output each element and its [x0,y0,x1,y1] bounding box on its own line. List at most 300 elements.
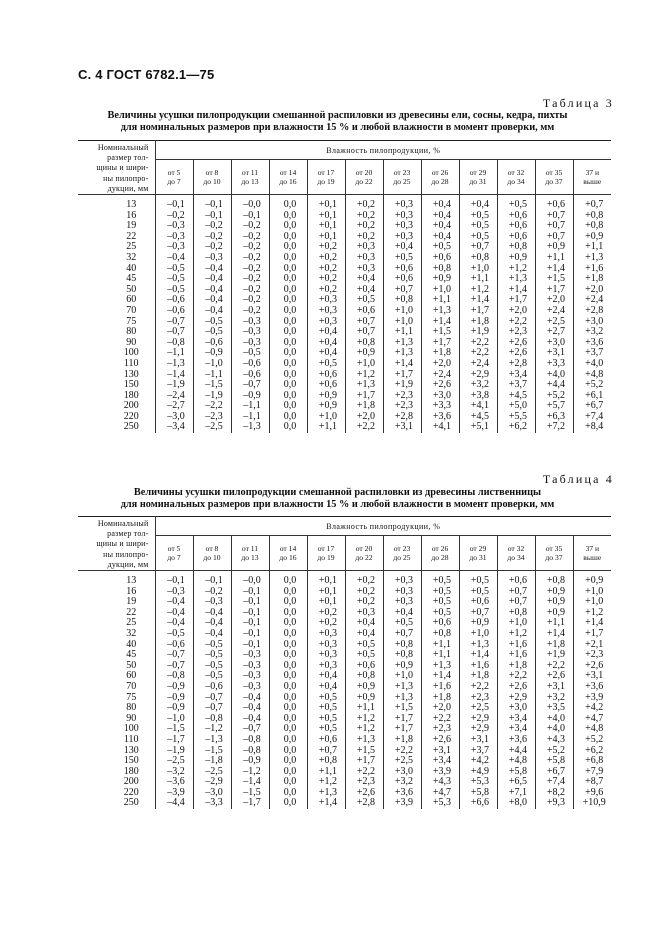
value-cell: +0,7 [345,327,383,338]
value-cell: +0,9 [383,661,421,672]
value-cell: +3,4 [497,370,535,381]
value-cell: –0,7 [155,650,193,661]
table-row [78,661,611,672]
value-cell: –0,6 [193,682,231,693]
table-row [78,317,611,328]
table-row [78,756,611,767]
value-cell: +4,3 [535,735,573,746]
value-cell: 0,0 [269,401,307,412]
value-cell: –0,2 [231,221,269,232]
value-cell: +0,5 [497,195,535,211]
table4-column-header: от 17 до 19 [307,536,345,571]
value-cell: +8,4 [585,421,604,433]
table3-caption-line1: Величины усушки пилопродукции смешанной распиловки из древесины ели, сосны, кедра, пихты [107,110,568,121]
value-cell: +0,4 [307,327,345,338]
value-cell: –2,5 [155,756,193,767]
value-cell: +2,3 [345,777,383,788]
value-cell: +0,1 [307,211,345,222]
size-cell: 130 [78,746,155,757]
value-cell: +0,8 [307,756,345,767]
value-cell: +0,2 [307,242,345,253]
size-cell: 40 [78,264,155,275]
value-cell: +0,5 [421,608,459,619]
value-cell: +3,2 [383,777,421,788]
value-cell: –0,8 [231,735,269,746]
value-cell: +7,1 [497,788,535,799]
value-cell: +3,8 [459,391,497,402]
value-cell: +5,2 [535,746,573,757]
value-cell: +0,2 [345,571,383,587]
value-cell: +0,4 [421,232,459,243]
value-cell: –0,4 [193,264,231,275]
value-cell: +2,2 [345,767,383,778]
value-cell: –1,1 [231,412,269,423]
size-cell: 19 [78,597,155,608]
value-cell: –0,2 [231,274,269,285]
value-cell: –0,9 [155,703,193,714]
value-cell: +7,4 [535,777,573,788]
value-cell: +1,8 [459,671,497,682]
value-cell: +4,1 [459,401,497,412]
value-cell: +1,2 [459,285,497,296]
table4-column-header: от 32 до 34 [497,536,535,571]
value-cell: –0,3 [155,221,193,232]
value-cell: –0,1 [231,211,269,222]
value-cell: +1,0 [585,596,604,608]
value-cell: +0,6 [421,618,459,629]
value-cell: +0,4 [307,338,345,349]
value-cell: +0,9 [307,401,345,412]
value-cell: 0,0 [269,422,307,433]
value-cell: +0,8 [497,242,535,253]
value-cell: +0,8 [585,209,604,221]
value-cell: +0,4 [421,211,459,222]
value-cell: +1,1 [383,327,421,338]
value-cell: +1,0 [459,629,497,640]
value-cell: +0,8 [421,629,459,640]
value-cell: +5,7 [535,401,573,412]
table3-label: Таблица 3 [542,96,614,110]
value-cell: –0,6 [231,359,269,370]
value-cell: +0,7 [497,597,535,608]
value-cell: +0,8 [535,571,573,587]
value-cell: +1,6 [421,682,459,693]
value-cell: +1,2 [497,264,535,275]
value-cell: –1,2 [193,724,231,735]
value-cell: +0,6 [459,597,497,608]
value-cell: +1,1 [535,618,573,629]
value-cell: –1,5 [193,746,231,757]
value-cell: 0,0 [269,232,307,243]
value-cell: +0,9 [585,230,604,242]
table3-column-header: от 8 до 10 [193,160,231,195]
value-cell: –1,9 [155,746,193,757]
table3-column-header: от 11 до 13 [231,160,269,195]
value-cell: +4,2 [459,756,497,767]
value-cell: –0,9 [231,391,269,402]
size-cell: 80 [78,703,155,714]
value-cell: +3,7 [497,380,535,391]
value-cell: +2,0 [421,359,459,370]
value-cell: –0,0 [231,571,269,587]
value-cell: +1,0 [459,264,497,275]
value-cell: +1,5 [345,746,383,757]
value-cell: +3,1 [585,670,604,682]
value-cell: +0,5 [421,242,459,253]
value-cell: +6,2 [497,422,535,433]
value-cell: +7,9 [585,765,604,777]
value-cell: +1,8 [497,661,535,672]
value-cell: +5,8 [459,788,497,799]
size-cell: 22 [78,608,155,619]
value-cell: +0,8 [383,295,421,306]
value-cell: 0,0 [269,629,307,640]
value-cell: +1,1 [459,274,497,285]
value-cell: 0,0 [269,714,307,725]
value-cell: +0,3 [345,242,383,253]
value-cell: +0,2 [307,608,345,619]
value-cell: +2,3 [459,693,497,704]
value-cell: +1,7 [345,756,383,767]
value-cell: +4,0 [585,357,604,369]
value-cell: +0,2 [345,587,383,598]
value-cell: +6,5 [497,777,535,788]
value-cell: +1,3 [383,693,421,704]
value-cell: –0,7 [231,380,269,391]
value-cell: –1,0 [193,359,231,370]
value-cell: +0,5 [459,232,497,243]
value-cell: +6,1 [585,389,604,401]
value-cell: +2,2 [421,714,459,725]
value-cell: +4,4 [535,380,573,391]
value-cell: +0,5 [459,221,497,232]
table-row [78,338,611,349]
value-cell: 0,0 [269,221,307,232]
value-cell: –2,4 [155,391,193,402]
value-cell: –2,3 [193,412,231,423]
value-cell: +0,3 [307,629,345,640]
value-cell: 0,0 [269,391,307,402]
size-cell: 150 [78,380,155,391]
table-row [78,264,611,275]
value-cell: –1,7 [155,735,193,746]
value-cell: +1,2 [345,724,383,735]
value-cell: 0,0 [269,640,307,651]
table4-group-header: Влажность пилопродукции, % [155,517,611,536]
value-cell: +4,0 [535,370,573,381]
running-title: С. 4 ГОСТ 6782.1—75 [78,67,215,82]
table4-column-header: от 14 до 16 [269,536,307,571]
value-cell: +0,3 [307,640,345,651]
value-cell: +0,9 [307,391,345,402]
value-cell: +0,7 [535,221,573,232]
value-cell: –0,5 [155,629,193,640]
value-cell: +1,4 [459,295,497,306]
value-cell: 0,0 [269,412,307,423]
table-row [78,401,611,412]
value-cell: +0,3 [383,571,421,587]
size-cell: 32 [78,629,155,640]
size-cell: 100 [78,348,155,359]
table-row [78,746,611,757]
size-cell: 50 [78,661,155,672]
value-cell: +8,0 [497,798,535,809]
value-cell: +3,2 [459,380,497,391]
table-row [78,671,611,682]
value-cell: +0,5 [307,724,345,735]
value-cell: +5,3 [459,777,497,788]
size-cell: 45 [78,274,155,285]
value-cell: 0,0 [269,327,307,338]
value-cell: –1,4 [231,777,269,788]
value-cell: +3,6 [421,412,459,423]
value-cell: +1,1 [307,767,345,778]
value-cell: –0,4 [231,714,269,725]
value-cell: +2,5 [535,317,573,328]
value-cell: +0,5 [307,693,345,704]
value-cell: –0,4 [193,629,231,640]
value-cell: +0,8 [421,264,459,275]
size-cell: 200 [78,401,155,412]
size-cell: 150 [78,756,155,767]
value-cell: 0,0 [269,767,307,778]
value-cell: +3,0 [421,391,459,402]
value-cell: +0,9 [345,693,383,704]
value-cell: 0,0 [269,724,307,735]
table-row [78,788,611,799]
value-cell: +1,8 [535,640,573,651]
value-cell: –0,1 [231,597,269,608]
value-cell: 0,0 [269,788,307,799]
value-cell: –0,9 [155,693,193,704]
value-cell: +1,5 [383,703,421,714]
table4-body [78,571,611,810]
value-cell: +0,2 [345,232,383,243]
value-cell: +2,3 [585,649,604,661]
value-cell: +0,2 [307,285,345,296]
value-cell: +1,0 [585,585,604,597]
value-cell: +5,3 [421,798,459,809]
size-cell: 75 [78,693,155,704]
value-cell: –0,9 [231,756,269,767]
value-cell: +5,2 [585,733,604,745]
value-cell: +1,1 [421,295,459,306]
value-cell: –1,9 [193,391,231,402]
value-cell: +1,9 [535,650,573,661]
table4-column-header: от 8 до 10 [193,536,231,571]
value-cell: +2,2 [459,348,497,359]
value-cell: +2,6 [497,682,535,693]
value-cell: 0,0 [269,798,307,809]
value-cell: +8,2 [535,788,573,799]
value-cell: +1,2 [307,777,345,788]
value-cell: 0,0 [269,285,307,296]
value-cell: +1,2 [585,606,604,618]
value-cell: +5,2 [535,391,573,402]
value-cell: –2,5 [193,767,231,778]
value-cell: +9,3 [535,798,573,809]
value-cell: +3,4 [497,724,535,735]
value-cell: +0,6 [307,735,345,746]
value-cell: –0,9 [155,682,193,693]
value-cell: –0,1 [193,211,231,222]
value-cell: –0,1 [231,618,269,629]
value-cell: 0,0 [269,746,307,757]
value-cell: 0,0 [269,348,307,359]
table-row [78,274,611,285]
value-cell: –0,4 [231,703,269,714]
table-row [78,195,611,211]
value-cell: +3,0 [535,338,573,349]
value-cell: +2,2 [497,317,535,328]
value-cell: +0,3 [307,306,345,317]
table3-row-header: Номинальный размер тол- щины и шири- ны пилопро- дукции, мм [78,141,155,195]
value-cell: 0,0 [269,650,307,661]
value-cell: –0,6 [155,640,193,651]
value-cell: –0,4 [231,693,269,704]
value-cell: –0,3 [231,682,269,693]
value-cell: +4,3 [421,777,459,788]
table3-column-header: 37 и выше [583,168,602,187]
value-cell: +6,8 [585,755,604,767]
value-cell: +2,2 [459,682,497,693]
value-cell: +1,4 [535,264,573,275]
value-cell: +0,9 [535,242,573,253]
value-cell: +2,2 [459,338,497,349]
value-cell: +1,4 [585,617,604,629]
value-cell: 0,0 [269,597,307,608]
value-cell: +0,6 [383,264,421,275]
table-row [78,211,611,222]
size-cell: 90 [78,338,155,349]
value-cell: +0,4 [421,195,459,211]
value-cell: +0,8 [383,640,421,651]
value-cell: +2,8 [585,304,604,316]
value-cell: +6,6 [459,798,497,809]
value-cell: +1,3 [421,306,459,317]
value-cell: +1,5 [535,274,573,285]
value-cell: +0,5 [345,650,383,661]
value-cell: +1,3 [585,251,604,263]
value-cell: +7,4 [585,410,604,422]
table-row [78,597,611,608]
value-cell: +1,0 [307,412,345,423]
value-cell: +2,4 [535,306,573,317]
value-cell: +2,3 [421,724,459,735]
table-row [78,650,611,661]
table4 [78,516,611,809]
value-cell: +0,3 [383,211,421,222]
table-row [78,608,611,619]
value-cell: +2,5 [459,703,497,714]
value-cell: –1,5 [231,788,269,799]
value-cell: +0,5 [345,295,383,306]
value-cell: +1,6 [497,640,535,651]
table3-caption [60,110,615,134]
table4-column-header: от 29 до 31 [459,536,497,571]
value-cell: +0,4 [459,195,497,211]
value-cell: –1,7 [231,798,269,809]
size-cell: 60 [78,671,155,682]
value-cell: –1,5 [155,724,193,735]
value-cell: +2,1 [585,638,604,650]
value-cell: +1,0 [345,359,383,370]
value-cell: +4,9 [459,767,497,778]
value-cell: +4,8 [585,723,604,735]
table4-column-headers [78,536,611,571]
value-cell: +3,0 [383,767,421,778]
value-cell: +0,3 [383,232,421,243]
value-cell: +0,3 [307,317,345,328]
value-cell: +5,5 [497,412,535,423]
table-row [78,422,611,433]
table-row [78,798,611,809]
table3-caption-line2: для номинальных размеров при влажности 15 % и любой влажности в момент проверки, мм [120,122,555,133]
value-cell: +0,4 [421,221,459,232]
value-cell: +2,3 [383,401,421,412]
value-cell: +5,1 [459,422,497,433]
size-cell: 250 [78,422,155,433]
value-cell: –0,5 [193,317,231,328]
value-cell: –0,5 [155,274,193,285]
value-cell: +0,7 [585,199,604,211]
value-cell: –0,3 [193,597,231,608]
value-cell: +0,8 [585,220,604,232]
value-cell: –0,1 [155,571,193,587]
value-cell: +0,9 [421,274,459,285]
value-cell: +1,6 [459,661,497,672]
value-cell: +0,3 [345,608,383,619]
table-row [78,370,611,381]
value-cell: –1,0 [155,714,193,725]
value-cell: –0,1 [231,587,269,598]
size-cell: 13 [78,195,155,211]
value-cell: +2,2 [383,746,421,757]
value-cell: –0,5 [193,661,231,672]
value-cell: –2,2 [193,401,231,412]
value-cell: –1,3 [193,735,231,746]
value-cell: +0,3 [383,195,421,211]
value-cell: –0,7 [193,693,231,704]
table3-column-header: от 14 до 16 [269,160,307,195]
value-cell: +0,7 [497,587,535,598]
value-cell: +0,6 [345,661,383,672]
size-cell: 16 [78,211,155,222]
value-cell: +4,7 [585,712,604,724]
value-cell: –0,4 [155,253,193,264]
value-cell: +4,0 [535,724,573,735]
table3-column-header: от 26 до 28 [421,160,459,195]
value-cell: +3,1 [535,682,573,693]
value-cell: +2,5 [383,756,421,767]
value-cell: +1,8 [421,693,459,704]
table4-column-header: 37 и выше [583,544,602,563]
value-cell: +1,6 [497,650,535,661]
value-cell: –0,4 [193,295,231,306]
table4-caption-line2: для номинальных размеров при влажности 15 % и любой влажности в момент проверки, мм [120,499,555,510]
value-cell: 0,0 [269,306,307,317]
value-cell: –0,2 [193,232,231,243]
value-cell: +0,3 [383,597,421,608]
table-row [78,640,611,651]
value-cell: +3,9 [421,767,459,778]
value-cell: +1,8 [459,317,497,328]
value-cell: 0,0 [269,682,307,693]
value-cell: 0,0 [269,571,307,587]
value-cell: +3,6 [585,680,604,692]
value-cell: +0,7 [383,629,421,640]
table3-column-header: от 5 до 7 [155,160,193,195]
